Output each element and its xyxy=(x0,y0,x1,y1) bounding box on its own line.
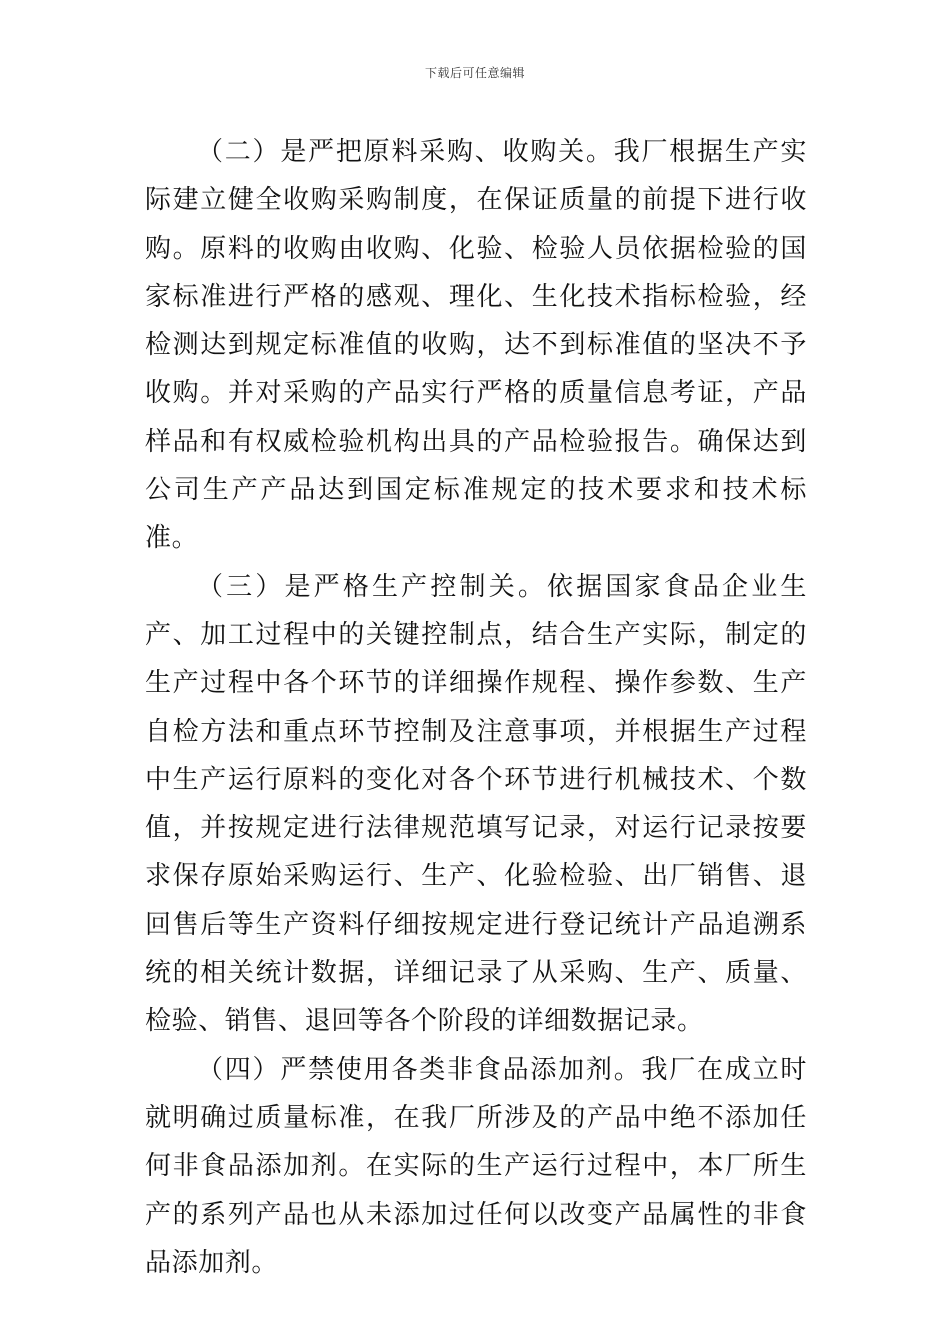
paragraph-3-production-control: （三）是严格生产控制关。依据国家食品企业生产、加工过程中的关键控制点，结合生产实际，制定的生产过程中各个环节的详细操作规程、操作参数、生产自检方法和重点环节控制及注意事项，并根据生产过程中生产运行原料的变化对各个环节进行机械技术、个数值，并按规定进行法律规范填写记录，对运行记录按要求保存原始采购运行、生产、化验检验、出厂销售、退回售后等生产资料仔细按规定进行登记统计产品追溯系统的相关统计数据，详细记录了从采购、生产、质量、检验、销售、退回等各个阶段的详细数据记录。 xyxy=(145,571,807,1037)
document-body xyxy=(145,128,807,1287)
paragraph-4-additive-prohibition: （四）严禁使用各类非食品添加剂。我厂在成立时就明确过质量标准，在我厂所涉及的产品中绝不添加任何非食品添加剂。在实际的生产运行过程中，本厂所生产的系列产品也从未添加过任何以改变产品属性的非食品添加剂。 xyxy=(145,1054,807,1278)
paragraph-2-raw-material-procurement: （二）是严把原料采购、收购关。我厂根据生产实际建立健全收购采购制度，在保证质量的前提下进行收购。原料的收购由收购、化验、检验人员依据检验的国家标准进行严格的感观、理化、生化技术指标检验，经检测达到规定标准值的收购，达不到标准值的坚决不予收购。并对采购的产品实行严格的质量信息考证，产品样品和有权威检验机构出具的产品检验报告。确保达到公司生产产品达到国定标准规定的技术要求和技术标准。 xyxy=(145,137,807,554)
page-header: 下载后可任意编辑 xyxy=(424,66,525,80)
